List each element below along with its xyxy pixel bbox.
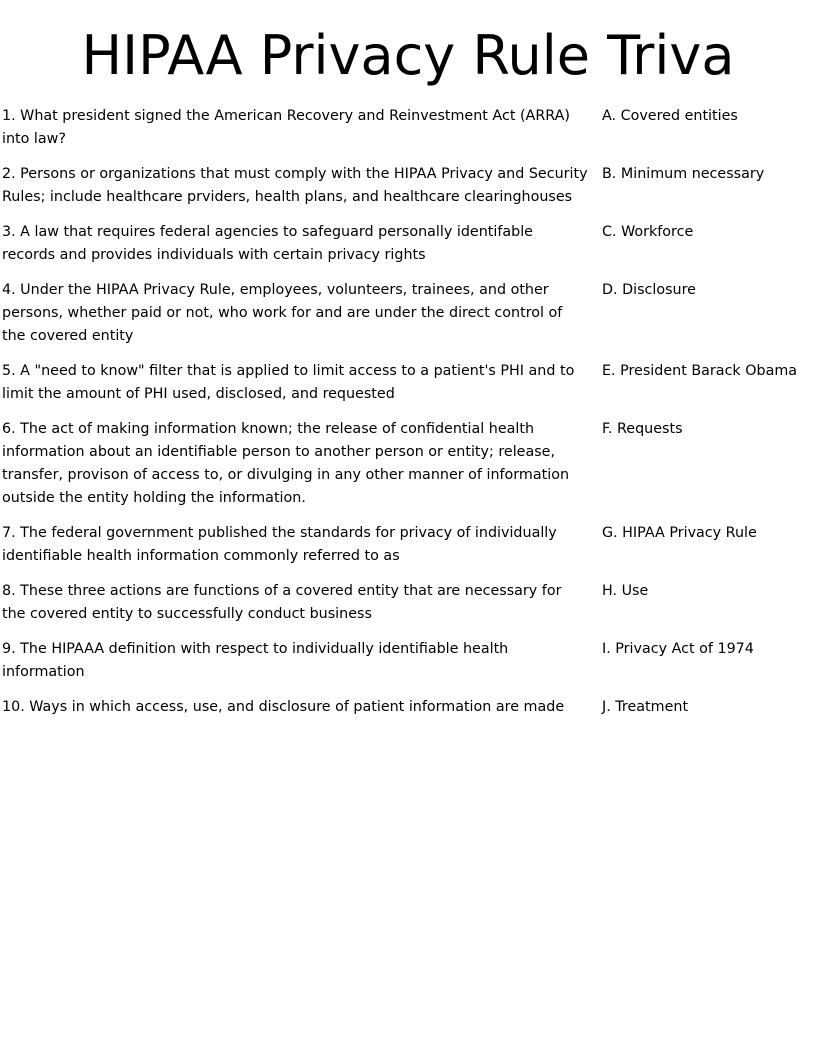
question-item: 4. Under the HIPAA Privacy Rule, employees, volunteers, trainees, and other persons, whether paid or not, who work for and are under the direct control of the covered entity <box>2 282 563 345</box>
question-item: 5. A "need to know" filter that is applied to limit access to a patient's PHI and to limit the amount of PHI used, disclosed, and requested <box>2 363 575 403</box>
quiz-row <box>2 418 816 510</box>
answer-item: C. Workforce <box>602 224 694 241</box>
question-item: 2. Persons or organizations that must comply with the HIPAA Privacy and Security Rules; include healthcare prviders, health plans, and healthcare clearinghouses <box>2 166 588 206</box>
answer-item: G. HIPAA Privacy Rule <box>602 525 757 542</box>
answer-item: A. Covered entities <box>602 108 738 125</box>
question-item: 9. The HIPAAA definition with respect to individually identifiable health information <box>2 641 509 681</box>
quiz-row <box>2 580 816 626</box>
answer-item: B. Minimum necessary <box>602 166 765 183</box>
question-item: 7. The federal government published the standards for privacy of individually identifiable health information commonly referred to as <box>2 525 557 565</box>
answer-item: F. Requests <box>602 421 683 438</box>
quiz-row <box>2 696 816 719</box>
quiz-row <box>2 279 816 348</box>
question-item: 10. Ways in which access, use, and disclosure of patient information are made <box>2 699 565 716</box>
quiz-row <box>2 360 816 406</box>
quiz-row <box>2 105 816 151</box>
quiz-row <box>2 522 816 568</box>
question-item: 3. A law that requires federal agencies to safeguard personally identifable records and provides individuals with certain privacy rights <box>2 224 533 264</box>
quiz-row <box>2 221 816 267</box>
answer-item: D. Disclosure <box>602 282 696 299</box>
answer-item: H. Use <box>602 583 649 600</box>
quiz-row <box>2 163 816 209</box>
question-item: 1. What president signed the American Recovery and Reinvestment Act (ARRA) into law? <box>2 108 570 148</box>
question-item: 8. These three actions are functions of a covered entity that are necessary for the covered entity to successfully conduct business <box>2 583 562 623</box>
answer-item: E. President Barack Obama <box>602 363 798 380</box>
quiz-row <box>2 638 816 684</box>
answer-item: J. Treatment <box>602 699 689 716</box>
matching-quiz-list <box>0 105 816 719</box>
question-item: 6. The act of making information known; the release of confidential health information about an identifiable person to another person or entity; release, transfer, provison of access to, or divulging in any other manner of information outside the entity holding the information. <box>2 421 570 507</box>
answer-item: I. Privacy Act of 1974 <box>602 641 754 658</box>
page-title: HIPAA Privacy Rule Triva <box>81 24 735 87</box>
